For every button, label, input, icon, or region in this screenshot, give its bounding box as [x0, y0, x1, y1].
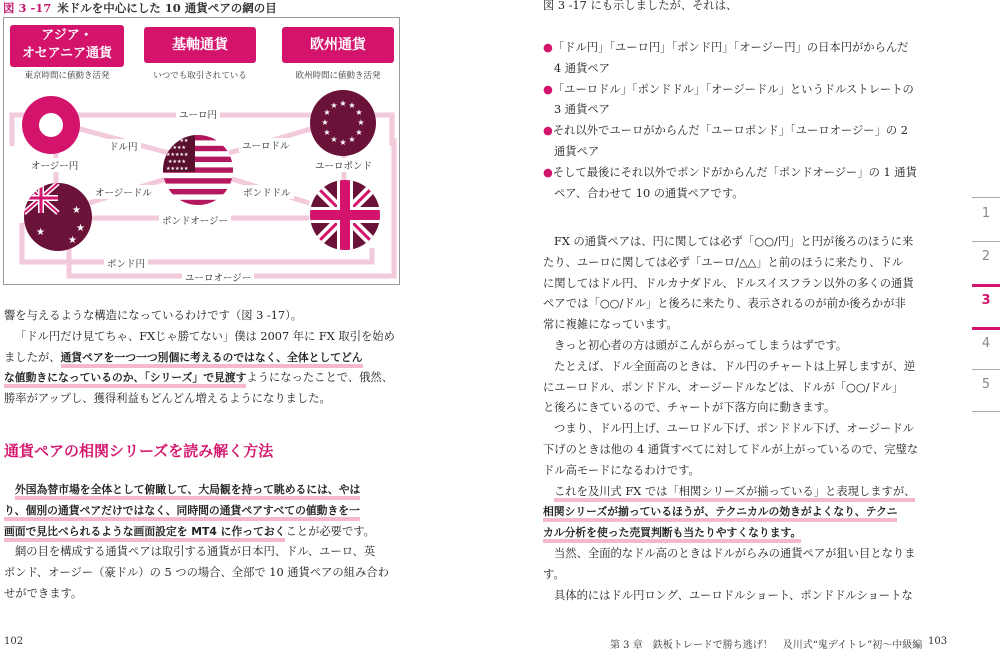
svg-text:★: ★ [321, 118, 329, 127]
section-heading: 通貨ペアの相関シリーズを読み解く方法 [4, 442, 274, 460]
svg-text:★: ★ [36, 227, 45, 238]
active-tab-marker [972, 327, 1000, 330]
pair-label-eurjpy: ユーロ円 [176, 107, 220, 121]
bullet-item [543, 38, 917, 80]
currency-network-figure [3, 17, 400, 285]
pair-label-eurgbp: ユーロポンド [312, 158, 375, 172]
chapter-tab-4[interactable]: 4 [981, 336, 991, 351]
text-line: 「ドル円だけ見てちゃ、FXじゃ勝てない」僕は 2007 年に FX 取引を始め [15, 329, 395, 343]
left-page-number: 102 [4, 636, 24, 647]
bullet-item [543, 163, 917, 205]
right-page-number: 103 [928, 636, 948, 647]
svg-text:★: ★ [339, 99, 347, 108]
svg-text:★★★★: ★★★★ [168, 159, 186, 165]
svg-text:★: ★ [355, 128, 363, 137]
svg-text:★: ★ [68, 235, 77, 246]
text-line [543, 523, 918, 544]
category-europe-label: 欧州通貨 [310, 37, 366, 53]
svg-text:★: ★ [323, 128, 331, 137]
emphasis-span: 画面で見比べられるような画面設定を MT4 に作っておく [4, 525, 285, 542]
text-line: 網の目を構成する通貨ペアは取引する通貨が日本円、ドル、ユーロ、英 [15, 545, 376, 559]
text-line: 当然、全面的なドル高のときはドルがらみの通貨ペアが狙い目となりま [554, 546, 916, 560]
chapter-tab-2[interactable]: 2 [981, 249, 991, 264]
chapter-tab-3[interactable]: 3 [981, 293, 991, 308]
chapter-tab-1[interactable]: 1 [981, 206, 991, 221]
svg-text:★★★★★: ★★★★★ [166, 152, 189, 158]
bullet-dot-icon: ● [543, 124, 553, 138]
bullet-text: そして最後にそれ以外でポンドがからんだ「ポンドオージー」の 1 通貨 [552, 165, 917, 179]
bullet-dot-icon: ● [543, 41, 553, 54]
svg-text:★★★★★: ★★★★★ [166, 138, 189, 144]
pair-label-gbpusd: ポンドドル [240, 185, 294, 199]
figure-caption: 米ドルを中心にした 10 通貨ペアの網の目 [57, 1, 277, 15]
bullet-dot-icon: ● [543, 165, 553, 179]
svg-text:★: ★ [339, 138, 347, 147]
figure-title [3, 0, 277, 16]
text-line: と後ろにきているので、チャートが下落方向に動きます。 [543, 401, 836, 415]
text-line [543, 482, 918, 503]
bullet-item [543, 80, 917, 122]
bullet-line [543, 80, 917, 101]
svg-text:★: ★ [357, 118, 365, 127]
right-intro: 図 3 -17 にも示しましたが、それは、 [543, 0, 738, 12]
bullet-list [543, 38, 917, 204]
text-line [543, 502, 918, 523]
usa-flag-icon [163, 135, 233, 205]
category-asia-sub: 東京時間に値動き活発 [24, 71, 110, 81]
pair-label-audusd: オージードル [92, 185, 155, 199]
text-line: 響を与えるような構造になっているわけです（図 3 -17）。 [4, 309, 303, 322]
text-line: ペアでは「○○/ドル」と後ろに来たり、表示されるのが前か後ろかが非 [543, 297, 906, 311]
text-line: たとえば、ドル全面高のときは、ドル円のチャートは上昇しますが、逆 [554, 359, 916, 373]
japan-flag-icon [22, 96, 80, 154]
emphasis-span: 相関シリーズが揃っているほうが、テクニカルの効きがよくなり、テクニ [543, 505, 897, 522]
tab-divider [972, 369, 1000, 370]
figure-number: 図 3 -17 [3, 1, 52, 15]
text-line: きっと初心者の方は頭がこんがらがってしまうはずです。 [554, 338, 848, 352]
text-span: ましたが、 [4, 350, 61, 364]
pair-label-usdjpy: ドル円 [106, 139, 141, 153]
text-line: たり、ユーロに関しては必ず「ユーロ/△△」と前のほうに来たり、ドル [543, 255, 904, 269]
eu-flag-icon [310, 90, 376, 156]
svg-text:★: ★ [323, 108, 331, 117]
active-tab-marker [972, 284, 1000, 287]
pair-label-gbpaud: ポンドオージー [159, 213, 231, 227]
svg-text:★: ★ [348, 135, 356, 144]
text-span: ことが必要です。 [285, 524, 375, 538]
tab-divider [972, 241, 1000, 242]
emphasis-span: な値動きになっているのか、「シリーズ」で見渡す [4, 371, 246, 388]
text-line: に関してはドル円、ドルカナダドル、ドルスイスフラン以外の多くの通貨 [543, 276, 914, 290]
emphasis-span: り、個別の通貨ペアだけではなく、同時間の通貨ペアすべての値動きを一 [4, 504, 360, 521]
bullet-text-cont: 通貨ペア [554, 144, 600, 158]
bullet-text: それ以外でユーロがからんだ「ユーロポンド」「ユーロオージー」の 2 [552, 124, 908, 138]
emphasis-span: 外国為替市場を全体として俯瞰して、大局観を持って眺めるには、やは [15, 483, 360, 500]
text-line [4, 348, 395, 369]
tab-divider [972, 197, 1000, 198]
bullet-item [543, 121, 917, 163]
text-line: せができます。 [4, 586, 83, 600]
text-line: にユーロドル、ポンドドル、オージードルなどは、ドルが「○○/ドル」 [543, 380, 904, 394]
emphasis-span: これを及川式 FX では「相関シリーズが揃っている」と表現しますが、 [554, 485, 915, 502]
bullet-line [543, 163, 917, 184]
text-line: 具体的にはドル円ロング、ユーロドルショート、ポンドドルショートな [554, 588, 913, 602]
category-key-label: 基軸通貨 [172, 37, 228, 53]
text-line [4, 368, 395, 389]
category-asia-line2: オセアニア通貨 [22, 46, 112, 61]
running-footer: 第 3 章 鉄板トレードで勝ち逃げ！ 及川式“鬼デイトレ”初～中級編 [610, 640, 923, 651]
svg-text:★★★★: ★★★★ [168, 145, 186, 151]
text-line: 下げのときは他の 4 通貨すべてに対してドルが上がっているので、完璧な [543, 442, 919, 456]
pair-label-audjpy: オージー円 [28, 158, 81, 172]
right-paragraph-1 [543, 232, 918, 606]
svg-text:★: ★ [348, 101, 356, 110]
text-span: ようになったことで、俄然、 [246, 371, 394, 385]
bullet-dot-icon: ● [543, 82, 553, 96]
bullet-text-cont: 3 通貨ペア [554, 103, 610, 117]
svg-text:★★★★★: ★★★★★ [166, 166, 189, 172]
uk-flag-icon [310, 180, 380, 250]
bullet-line [543, 38, 917, 59]
emphasis-span: カル分析を使った売買判断も当たりやすくなります。 [543, 526, 801, 543]
bullet-line [543, 121, 917, 142]
svg-text:★: ★ [355, 108, 363, 117]
svg-text:★: ★ [72, 205, 81, 216]
text-line: つまり、ドル円上げ、ユーロドル下げ、ポンドドル下げ、オージードル [554, 422, 914, 436]
tab-divider [972, 411, 1000, 412]
pair-label-gbpjpy: ポンド円 [104, 256, 148, 270]
bullet-text: 「ユーロドル」「ポンドドル」「オージードル」というドルストレートの [552, 82, 914, 96]
text-line: 常に複雑になっています。 [543, 318, 678, 332]
pair-label-euraud: ユーロオージー [182, 270, 254, 284]
svg-text:★: ★ [330, 135, 338, 144]
text-line [4, 501, 389, 522]
category-europe-sub: 欧州時間に値動き活発 [295, 71, 381, 81]
pair-label-eurusd: ユーロドル [239, 138, 293, 152]
chapter-tab-5[interactable]: 5 [981, 377, 991, 392]
text-line: FX の通貨ペアは、円に関しては必ず「○○/円」と円が後ろのほうに来 [554, 235, 914, 248]
text-line: 勝率がアップし、獲得利益もどんどん増えるようになりました。 [4, 392, 331, 406]
svg-text:★: ★ [76, 223, 85, 234]
bullet-text: 「ドル円」「ユーロ円」「ポンド円」「オージー円」の日本円がからんだ [552, 41, 909, 54]
text-line: す。 [543, 567, 565, 581]
australia-flag-icon [24, 183, 92, 251]
left-paragraph-1 [4, 306, 395, 410]
text-line: ポンド、オージー（豪ドル）の 5 つの場合、全部で 10 通貨ペアの組み合わ [4, 566, 389, 580]
category-key-sub: いつでも取引されている [153, 71, 247, 81]
text-line: ドル高モードになるわけです。 [543, 463, 700, 477]
bullet-text-cont: ペア、合わせて 10 の通貨ペアです。 [554, 186, 744, 200]
text-line [4, 480, 389, 501]
left-paragraph-2 [4, 480, 389, 605]
svg-text:★: ★ [330, 101, 338, 110]
text-line [4, 522, 389, 543]
bullet-text-cont: 4 通貨ペア [554, 61, 610, 75]
category-asia-line1: アジア・ [41, 28, 93, 43]
emphasis-span: 通貨ペアを一つ一つ別個に考えるのではなく、全体としてどん [61, 351, 363, 368]
